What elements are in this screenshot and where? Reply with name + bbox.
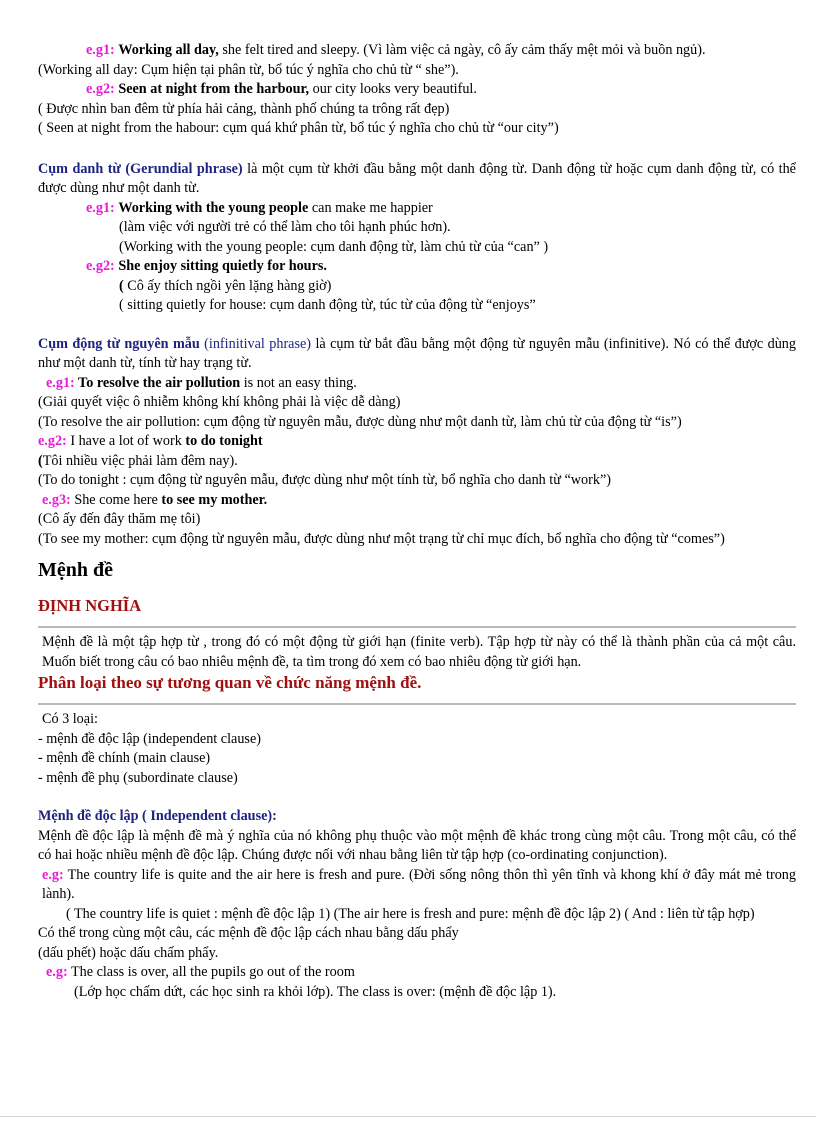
definition-heading: ĐỊNH NGHĨA [38,596,142,615]
gerundial-text: là một cụm từ khởi đầu bằng một danh động từ. Danh động từ hoặc cụm danh động từ, có thể được dùng như một danh từ. [38,160,796,196]
independent-example-2 [38,963,796,983]
section-title: Mệnh đề [38,559,113,581]
example-label: e.g1: [86,42,115,58]
infinitival-example-3 [38,491,796,511]
gerundial-heading: Cụm danh từ (Gerundial phrase) [38,160,243,177]
infinitival-example-1 [38,374,796,394]
infinitival-example-3-translation: (Cô ấy đến đây thăm mẹ tôi) [38,511,201,527]
independent-heading: Mệnh đề độc lập ( Independent clause): [38,808,277,824]
example-label: e.g: [42,866,64,883]
gerundial-example-2-note: ( sitting quietly for house: cụm danh động từ, túc từ của động từ “enjoys” [119,297,536,313]
example-label: e.g1: [86,199,115,216]
example-phrase: to see my mother. [161,491,268,508]
types-intro: Có 3 loại: [42,711,98,727]
independent-example-1 [38,866,796,905]
independent-definition: Mệnh đề độc lập là mệnh đề mà ý nghĩa của nó không phụ thuộc vào một mệnh đề khác trong cùng một câu. Trong một câu, có thể có hai hoặc nhiều mệnh đề độc lập. Chúng được nối với nhau bằng liên từ tập hợp (co-ordinating conjunction). [38,827,796,863]
translation-text: Tôi nhiều việc phải làm đêm nay). [42,452,238,469]
example-text: she felt tired and sleepy. (Vì làm việc cả ngày, cô ấy cảm thấy mệt mỏi và buồn ngủ). [218,42,706,58]
infinitival-text: là cụm từ bắt đầu bằng một động từ nguyên mẫu (infinitive). Nó có thể được dùng như một danh từ, tính từ hay trạng từ. [38,335,796,371]
example-label: e.g3: [42,491,71,508]
participle-example-1-note: (Working all day: Cụm hiện tại phân từ, bổ túc ý nghĩa cho chủ từ “ she”). [38,61,459,78]
infinitival-example-2 [38,432,796,452]
document-page [38,41,796,1002]
gerundial-example-1-note: (Working with the young people: cụm danh động từ, làm chủ từ của “can” ) [119,238,549,255]
example-label: e.g1: [46,374,75,391]
infinitival-example-2-translation [38,452,796,472]
example-label: e.g2: [38,433,67,449]
gerundial-example-1 [38,199,796,219]
divider [38,626,796,628]
example-text: The class is over, all the pupils go out of the room [67,964,355,980]
participle-example-1 [38,41,796,61]
example-text: can make me happier [308,199,433,216]
example-phrase: To resolve the air pollution [74,374,241,391]
gerundial-example-2 [38,257,796,277]
independent-example-1-note: ( The country life is quiet : mệnh đề độc lập 1) (The air here is fresh and pure: mệnh đề độc lập 2) ( And : liên từ tập hợp) [66,905,755,922]
definition-text: Mệnh đề là một tập hợp từ , trong đó có một động từ giới hạn (finite verb). Tập hợp từ này có thể là thành phần của cả một câu. Muốn biết trong câu có bao nhiêu mệnh đề, ta tìm trong đó xem có bao nhiêu động từ giới hạn. [42,634,796,670]
example-text: our city looks very beautiful. [309,81,477,97]
example-phrase: Working all day, [118,42,219,58]
independent-example-2-note: (Lớp học chấm dứt, các học sinh ra khỏi lớp). The class is over: (mệnh đề độc lập 1). [74,983,557,1000]
example-text: I have a lot of work [66,433,186,449]
participle-example-2 [38,80,796,100]
open-paren: ( [119,277,124,294]
example-label: e.g: [46,964,68,980]
example-phrase: Working with the young people [118,199,309,216]
participle-example-2-note: ( Seen at night from the habour: cụm quá khứ phân từ, bổ túc ý nghĩa cho chủ từ “our city”) [38,120,559,136]
infinitival-example-3-note: (To see my mother: cụm động từ nguyên mẫu, được dùng như một trạng từ chỉ mục đích, bổ nghĩa cho động từ “comes”) [38,530,725,547]
infinitival-definition [38,335,796,374]
independent-comma-rule-2: (dấu phết) hoặc dấu chấm phẩy. [38,944,219,961]
infinitival-heading-paren: (infinitival phrase) [199,335,312,352]
infinitival-example-1-note: (To resolve the air pollution: cụm động từ nguyên mẫu, được dùng như một danh từ, làm chủ từ của động từ “is”) [38,413,682,430]
type-item: - mệnh đề phụ (subordinate clause) [38,769,238,786]
example-label: e.g2: [86,81,115,97]
gerundial-definition [38,160,796,199]
example-text: She come here [70,491,162,508]
participle-example-2-translation: ( Được nhìn ban đêm từ phía hải cảng, thành phố chúng ta trông rất đẹp) [38,100,450,117]
example-label: e.g2: [86,258,115,274]
example-phrase: She enjoy sitting quietly for hours. [118,258,327,274]
example-text: The country life is quite and the air here is fresh and pure. (Đời sống nông thôn thì yên tĩnh và khong khí ở đây mát mẻ trong lành). [42,866,796,902]
type-item: - mệnh đề chính (main clause) [38,750,211,766]
divider [38,703,796,705]
page-bottom-rule [0,1116,816,1117]
infinitival-example-1-translation: (Giải quyết việc ô nhiễm không khí không phải là việc dễ dàng) [38,394,401,410]
translation-text: Cô ấy thích ngồi yên lặng hàng giờ) [123,277,332,294]
example-phrase: to do tonight [185,433,263,449]
gerundial-example-2-translation [38,277,796,297]
gerundial-example-1-translation: (làm việc với người trẻ có thể làm cho tôi hạnh phúc hơn). [119,219,451,235]
type-item: - mệnh đề độc lập (independent clause) [38,730,261,747]
independent-comma-rule: Có thể trong cùng một câu, các mệnh đề độc lập cách nhau bằng dấu phẩy [38,925,459,941]
example-phrase: Seen at night from the harbour, [118,81,310,97]
classification-heading: Phân loại theo sự tương quan về chức năng mệnh đề. [38,673,422,692]
infinitival-example-2-note: (To do tonight : cụm động từ nguyên mẫu, được dùng như một tính từ, bổ nghĩa cho danh từ “work”) [38,472,611,488]
infinitival-heading: Cụm động từ nguyên mẫu [38,335,200,352]
example-text: is not an easy thing. [240,374,357,391]
open-paren: ( [38,452,43,469]
